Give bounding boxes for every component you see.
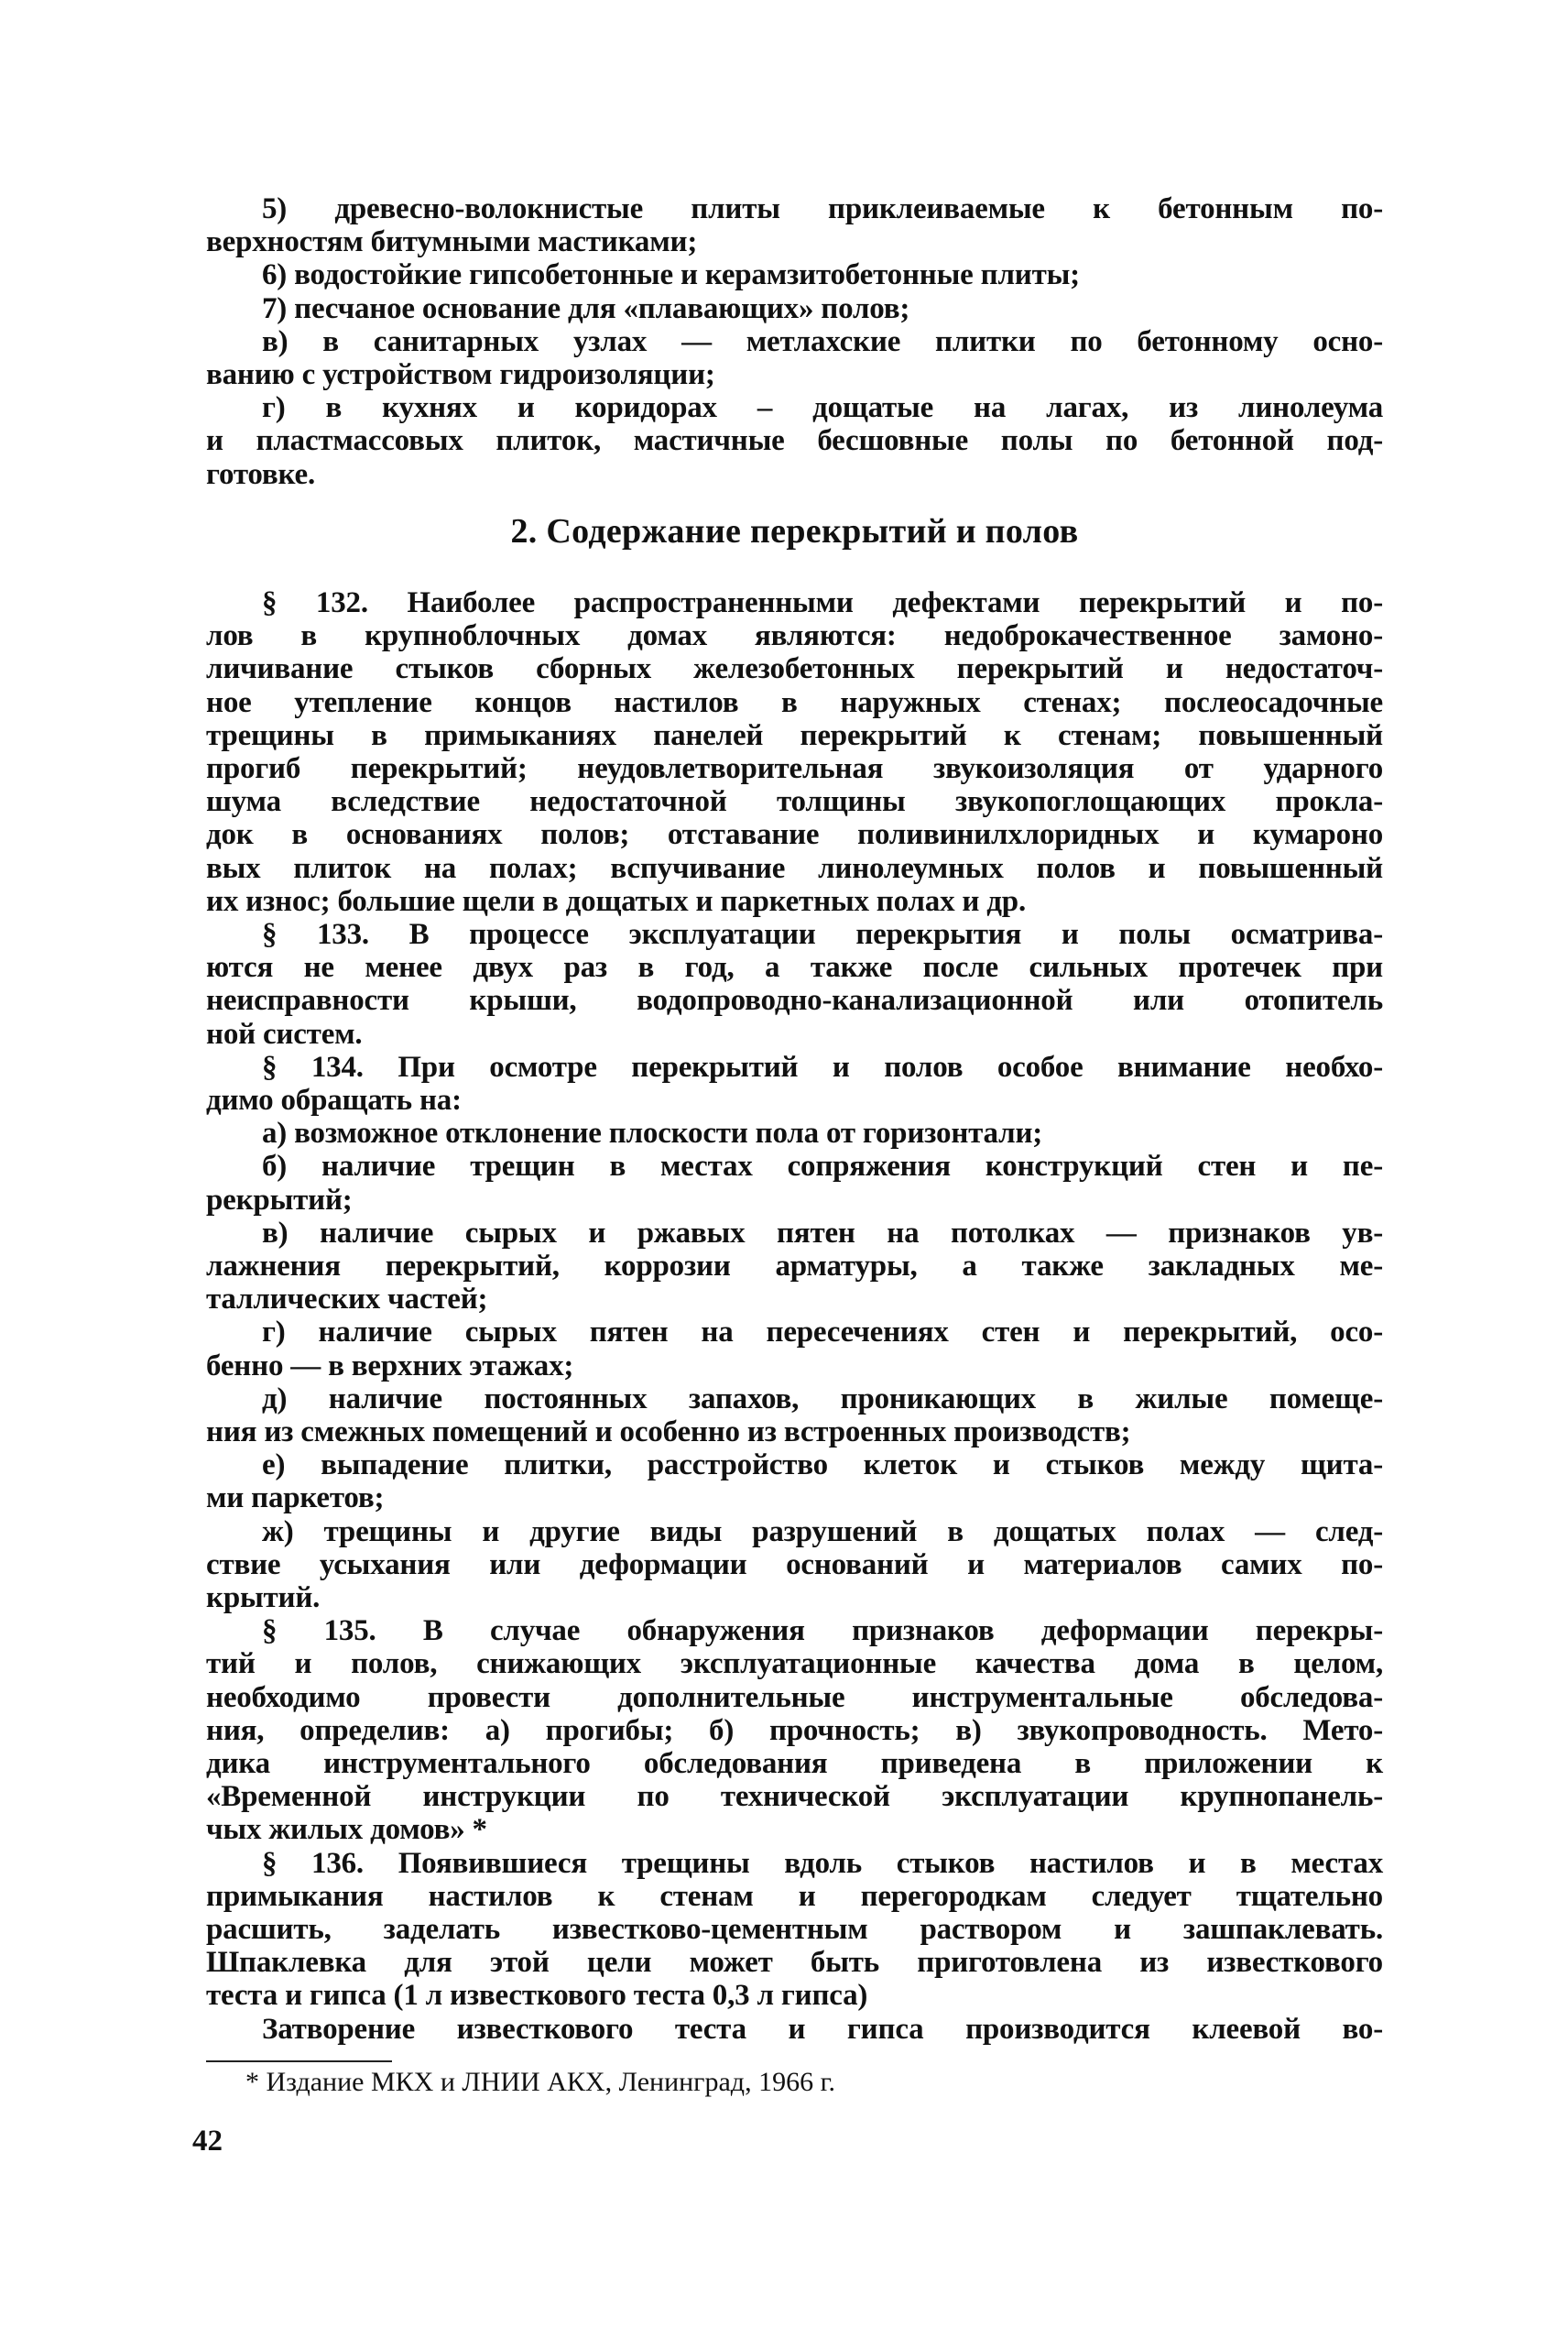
paragraph-line: ванию с устройством гидроизоляции; bbox=[206, 358, 715, 391]
page-number: 42 bbox=[192, 2125, 223, 2158]
paragraph-first-line: е) выпадение плитки, расстройство клеток и стыков между щита- bbox=[262, 1448, 1383, 1482]
paragraph-line: Шпаклевка для этой цели может быть приготовлена из известкового bbox=[206, 1946, 1383, 1980]
paragraph-line: расшить, заделать известково-цементным раствором и зашпаклевать. bbox=[206, 1913, 1383, 1946]
paragraph-first-line: д) наличие постоянных запахов, проникающих в жилые помеще- bbox=[262, 1382, 1383, 1415]
footnote-divider bbox=[206, 2060, 392, 2062]
paragraph-line: чых жилых домов» * bbox=[206, 1813, 487, 1847]
paragraph-line: крытий. bbox=[206, 1581, 321, 1614]
paragraph-line: теста и гипса (1 л известкового теста 0,3 л гипса) bbox=[206, 1979, 868, 2013]
paragraph-first-line: ж) трещины и другие виды разрушений в дощатых полах — след- bbox=[262, 1514, 1383, 1548]
paragraph-line: неисправности крыши, водопроводно-канализационной или отопитель bbox=[206, 984, 1383, 1018]
paragraph-line: бенно — в верхних этажах; bbox=[206, 1349, 574, 1382]
paragraph-line: их износ; большие щели в дощатых и паркетных полах и др. bbox=[206, 884, 1026, 918]
paragraph-line: готовке. bbox=[206, 457, 315, 491]
paragraph-first-line: 5) древесно-волокнистые плиты приклеиваемые к бетонным по- bbox=[262, 192, 1383, 225]
paragraph-line: и пластмассовых плиток, мастичные бесшовные полы по бетонной под- bbox=[206, 424, 1383, 458]
paragraph-line: ния из смежных помещений и особенно из встроенных производств; bbox=[206, 1415, 1131, 1448]
paragraph-first-line: б) наличие трещин в местах сопряжения конструкций стен и пе- bbox=[262, 1150, 1383, 1184]
paragraph-line: ния, определив: а) прогибы; б) прочность; в) звукопроводность. Мето- bbox=[206, 1713, 1383, 1747]
paragraph-line: примыкания настилов к стенам и перегородкам следует тщательно bbox=[206, 1879, 1383, 1913]
paragraph-first-line: в) в санитарных узлах — метлахские плитки по бетонному осно- bbox=[262, 324, 1383, 358]
paragraph-first-line: г) наличие сырых пятен на пересечениях стен и перекрытий, осо- bbox=[262, 1316, 1383, 1349]
paragraph-line: ное утепление концов настилов в наружных стенах; послеосадочные bbox=[206, 685, 1383, 719]
paragraph-first-line: § 136. Появившиеся трещины вдоль стыков настилов и в местах bbox=[262, 1846, 1383, 1880]
paragraph-line: лов в крупноблочных домах являются: недоброкачественное замоно- bbox=[206, 619, 1383, 653]
paragraph-first-line: § 132. Наиболее распространенными дефектами перекрытий и по- bbox=[262, 586, 1383, 619]
paragraph-line: ствие усыхания или деформации оснований и материалов самих по- bbox=[206, 1547, 1383, 1581]
paragraph-line: димо обращать на: bbox=[206, 1084, 462, 1117]
paragraph-line: прогиб перекрытий; неудовлетворительная звукоизоляция от ударного bbox=[206, 752, 1383, 785]
paragraph-first-line: § 134. При осмотре перекрытий и полов особое внимание необхо- bbox=[262, 1050, 1383, 1084]
paragraph-line: таллических частей; bbox=[206, 1283, 488, 1316]
paragraph-first-line: г) в кухнях и коридорах – дощатые на лагах, из линолеума bbox=[262, 391, 1383, 425]
paragraph-first-line: § 133. В процессе эксплуатации перекрытия и полы осматрива- bbox=[262, 918, 1383, 951]
paragraph-line: трещины в примыканиях панелей перекрытий к стенам; повышенный bbox=[206, 718, 1383, 752]
paragraph-line: дика инструментального обследования приведена в приложении к bbox=[206, 1747, 1383, 1780]
paragraph-line: ются не менее двух раз в год, а также после сильных протечек при bbox=[206, 951, 1383, 985]
paragraph-line: тий и полов, снижающих эксплуатационные качества дома в целом, bbox=[206, 1647, 1383, 1681]
paragraph-first-line: в) наличие сырых и ржавых пятен на потолках — признаков ув- bbox=[262, 1216, 1383, 1250]
paragraph-line: ной систем. bbox=[206, 1017, 363, 1051]
paragraph-first-line: 7) песчаное основание для «плавающих» полов; bbox=[262, 291, 910, 325]
paragraph-first-line: 6) водостойкие гипсобетонные и керамзитобетонные плиты; bbox=[262, 258, 1080, 292]
footnote: * Издание МКХ и ЛНИИ АКХ, Ленинград, 1966 г. bbox=[245, 2067, 835, 2097]
paragraph-first-line: Затворение известкового теста и гипса производится клеевой во- bbox=[262, 2012, 1383, 2046]
paragraph-line: шума вследствие недостаточной толщины звукопоглощающих прокла- bbox=[206, 785, 1383, 819]
paragraph-line: личивание стыков сборных железобетонных перекрытий и недостаточ- bbox=[206, 652, 1383, 686]
paragraph-line: рекрытий; bbox=[206, 1183, 353, 1217]
paragraph-first-line: а) возможное отклонение плоскости пола от горизонтали; bbox=[262, 1117, 1043, 1151]
paragraph-line: ми паркетов; bbox=[206, 1481, 385, 1515]
paragraph-line: «Временной инструкции по технической эксплуатации крупнопанель- bbox=[206, 1780, 1383, 1814]
section-heading: 2. Содержание перекрытий и полов bbox=[510, 512, 1079, 551]
paragraph-line: верхностям битумными мастиками; bbox=[206, 225, 698, 259]
paragraph-line: необходимо провести дополнительные инструментальные обследова- bbox=[206, 1680, 1383, 1714]
paragraph-line: док в основаниях полов; отставание поливинилхлоридных и кумароно bbox=[206, 818, 1383, 852]
paragraph-line: вых плиток на полах; вспучивание линолеумных полов и повышенный bbox=[206, 851, 1383, 885]
paragraph-line: лажнения перекрытий, коррозии арматуры, а также закладных ме- bbox=[206, 1250, 1383, 1283]
paragraph-first-line: § 135. В случае обнаружения признаков деформации перекры- bbox=[262, 1614, 1383, 1648]
